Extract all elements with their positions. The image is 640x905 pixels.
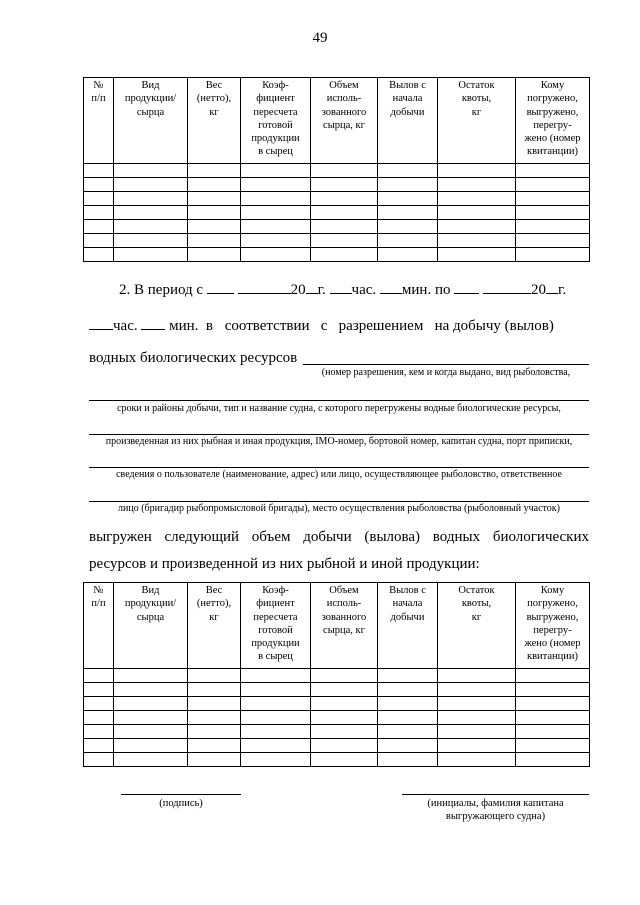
table-row	[84, 164, 590, 178]
col-number-header: № п/п	[84, 583, 114, 669]
table-cell[interactable]	[516, 697, 590, 711]
permit-caption-1: (номер разрешения, кем и когда выдано, вид рыболовства,	[321, 367, 571, 378]
hours-label-1: час.	[351, 282, 377, 298]
table-cell[interactable]	[241, 669, 311, 683]
table-cell[interactable]	[438, 753, 516, 767]
col-quota-header: Остаток квоты, кг	[438, 583, 516, 669]
table-cell[interactable]	[84, 697, 114, 711]
table-cell[interactable]	[516, 683, 590, 697]
resources-label: водных биологических ресурсов	[89, 350, 298, 366]
table-cell[interactable]	[438, 234, 516, 248]
table-cell[interactable]	[188, 178, 241, 192]
table-cell[interactable]	[438, 669, 516, 683]
table-cell[interactable]	[84, 725, 114, 739]
table-cell[interactable]	[114, 178, 188, 192]
table-cell[interactable]	[516, 753, 590, 767]
table-cell[interactable]	[114, 725, 188, 739]
col-number-header: № п/п	[84, 78, 114, 164]
unloaded-text-2: ресурсов и произведенной из них рыбной и иной продукции:	[89, 556, 480, 572]
table-cell[interactable]	[241, 683, 311, 697]
period-start-minute-field[interactable]	[380, 279, 402, 294]
table-cell[interactable]	[84, 220, 114, 234]
table-cell[interactable]	[188, 683, 241, 697]
period-end-month-field[interactable]	[483, 279, 531, 294]
table-cell[interactable]	[241, 206, 311, 220]
table-cell[interactable]	[516, 725, 590, 739]
table-cell[interactable]	[84, 164, 114, 178]
table-cell[interactable]	[311, 711, 378, 725]
responsible-person-field[interactable]	[89, 501, 589, 502]
signature-field[interactable]	[121, 794, 241, 795]
table-cell[interactable]	[311, 669, 378, 683]
table-cell[interactable]	[378, 234, 438, 248]
table-cell[interactable]	[378, 164, 438, 178]
table-cell[interactable]	[188, 248, 241, 262]
hours-label-2: час.	[113, 318, 138, 334]
table-row	[84, 725, 590, 739]
table-cell[interactable]	[241, 753, 311, 767]
col-quota-header: Остаток квоты, кг	[438, 78, 516, 164]
table-cell[interactable]	[241, 220, 311, 234]
table-cell[interactable]	[378, 669, 438, 683]
table-cell[interactable]	[188, 725, 241, 739]
table-cell[interactable]	[188, 192, 241, 206]
table-cell[interactable]	[241, 178, 311, 192]
table-row	[84, 178, 590, 192]
col-product-type-header: Вид продукции/ сырца	[114, 78, 188, 164]
table-cell[interactable]	[516, 164, 590, 178]
table-cell[interactable]	[516, 192, 590, 206]
table-cell[interactable]	[378, 739, 438, 753]
table-cell[interactable]	[84, 178, 114, 192]
period-end-hour-field[interactable]	[89, 315, 113, 330]
table-cell[interactable]	[84, 234, 114, 248]
table-row	[84, 683, 590, 697]
table-cell[interactable]	[311, 164, 378, 178]
table-row	[84, 669, 590, 683]
table-cell[interactable]	[188, 711, 241, 725]
table-cell[interactable]	[241, 725, 311, 739]
resources-line	[89, 350, 297, 367]
table-cell[interactable]	[438, 739, 516, 753]
table-cell[interactable]	[311, 725, 378, 739]
minutes-to-label: мин. по	[401, 282, 451, 298]
table-cell[interactable]	[311, 206, 378, 220]
table-cell[interactable]	[114, 234, 188, 248]
table-cell[interactable]	[516, 234, 590, 248]
col-raw-volume-header: Объем исполь- зованного сырца, кг	[311, 583, 378, 669]
table-cell[interactable]	[311, 739, 378, 753]
table-cell[interactable]	[311, 220, 378, 234]
col-catch-header: Вылов с начала добычи	[378, 78, 438, 164]
table-cell[interactable]	[311, 683, 378, 697]
table-cell[interactable]	[188, 669, 241, 683]
permit-number-field[interactable]	[303, 364, 589, 365]
period-end-minute-field[interactable]	[141, 315, 165, 330]
table-cell[interactable]	[241, 164, 311, 178]
table-cell[interactable]	[114, 220, 188, 234]
table-cell[interactable]	[438, 220, 516, 234]
table-cell[interactable]	[516, 711, 590, 725]
table-cell[interactable]	[114, 192, 188, 206]
table-cell[interactable]	[84, 669, 114, 683]
col-recipient-header: Кому погружено, выгружено, перегру- жено (номер квитанции)	[516, 78, 590, 164]
table-cell[interactable]	[241, 711, 311, 725]
table-row	[84, 206, 590, 220]
page-number: 49	[312, 30, 328, 46]
table-cell[interactable]	[114, 248, 188, 262]
table-cell[interactable]	[241, 234, 311, 248]
table-cell[interactable]	[84, 192, 114, 206]
table-cell[interactable]	[438, 725, 516, 739]
table-row	[84, 739, 590, 753]
table-cell[interactable]	[311, 753, 378, 767]
table-cell[interactable]	[84, 206, 114, 220]
table-cell[interactable]	[241, 697, 311, 711]
table-cell[interactable]	[188, 220, 241, 234]
table-cell[interactable]	[311, 192, 378, 206]
col-coefficient-header: Коэф- фициент пересчета готовой продукции в сырец	[241, 78, 311, 164]
col-recipient-header: Кому погружено, выгружено, перегру- жено (номер квитанции)	[516, 583, 590, 669]
table-cell[interactable]	[438, 248, 516, 262]
permit-caption-3: произведенная из них рыбная и иная продукция, IMO-номер, бортовой номер, капитан судна, порт приписки,	[105, 436, 573, 447]
table-cell[interactable]	[241, 739, 311, 753]
permit-caption-5: лицо (бригадир рыбопромысловой бригады), место осуществления рыболовства (рыболовный участок)	[118, 503, 560, 514]
period-end-day-field[interactable]	[454, 279, 479, 294]
permit-text: соответствии с разрешением на добычу (вылов)	[224, 318, 554, 334]
table-cell[interactable]	[114, 164, 188, 178]
table-cell[interactable]	[438, 164, 516, 178]
table-cell[interactable]	[378, 192, 438, 206]
table-cell[interactable]	[378, 206, 438, 220]
table-cell[interactable]	[378, 725, 438, 739]
table-row	[84, 753, 590, 767]
table-cell[interactable]	[311, 697, 378, 711]
table-cell[interactable]	[516, 739, 590, 753]
permit-caption-2: сроки и районы добычи, тип и название судна, с которого перегружены водные биологические ресурсы,	[117, 403, 561, 414]
table-cell[interactable]	[516, 669, 590, 683]
table-cell[interactable]	[438, 697, 516, 711]
table-cell[interactable]	[114, 683, 188, 697]
captain-name-field[interactable]	[402, 794, 589, 795]
table-cell[interactable]	[516, 248, 590, 262]
products-field[interactable]	[89, 434, 589, 435]
signature-caption: (подпись)	[159, 798, 203, 809]
table-cell[interactable]	[516, 220, 590, 234]
table-cell[interactable]	[114, 697, 188, 711]
table-row	[84, 711, 590, 725]
table-cell[interactable]	[188, 234, 241, 248]
period-end-year-field[interactable]	[546, 279, 558, 294]
table-cell[interactable]	[84, 739, 114, 753]
period-start-day-field[interactable]	[207, 279, 234, 294]
table-cell[interactable]	[188, 206, 241, 220]
table-cell[interactable]	[311, 248, 378, 262]
col-weight-header: Вес (нетто), кг	[188, 78, 241, 164]
table-cell[interactable]	[378, 248, 438, 262]
table-cell[interactable]	[84, 753, 114, 767]
table-cell[interactable]	[516, 206, 590, 220]
year-suffix-1: г.	[317, 282, 326, 298]
year-prefix-2: 20	[530, 282, 546, 298]
table-cell[interactable]	[378, 683, 438, 697]
catch-table-2	[83, 582, 590, 767]
table-cell[interactable]	[378, 220, 438, 234]
table-cell[interactable]	[188, 739, 241, 753]
table-cell[interactable]	[438, 178, 516, 192]
table-cell[interactable]	[378, 753, 438, 767]
period-line-2	[89, 315, 554, 335]
table-row	[84, 234, 590, 248]
minutes-label-2: мин. в	[169, 318, 213, 334]
table-cell[interactable]	[378, 711, 438, 725]
period-start-year-field[interactable]	[306, 279, 318, 294]
period-label: 2. В период с	[119, 282, 204, 298]
table-cell[interactable]	[241, 192, 311, 206]
col-coefficient-header: Коэф- фициент пересчета готовой продукции в сырец	[241, 583, 311, 669]
table-row	[84, 248, 590, 262]
table-cell[interactable]	[311, 178, 378, 192]
col-product-type-header: Вид продукции/ сырца	[114, 583, 188, 669]
table-cell[interactable]	[114, 669, 188, 683]
year-prefix-1: 20	[290, 282, 306, 298]
catch-table-1	[83, 77, 590, 262]
table-cell[interactable]	[516, 178, 590, 192]
period-start-month-field[interactable]	[238, 279, 291, 294]
col-raw-volume-header: Объем исполь- зованного сырца, кг	[311, 78, 378, 164]
table-cell[interactable]	[114, 753, 188, 767]
year-suffix-2: г.	[557, 282, 567, 298]
captain-name-caption: (инициалы, фамилия капитана выгружающего судна)	[427, 798, 564, 822]
table-header-row	[84, 583, 590, 669]
table-cell[interactable]	[114, 711, 188, 725]
col-catch-header: Вылов с начала добычи	[378, 583, 438, 669]
unloaded-text-1: выгружен следующий объем добычи (вылова) водных биологических	[89, 529, 589, 545]
table-cell[interactable]	[438, 683, 516, 697]
table-cell[interactable]	[114, 739, 188, 753]
table-cell[interactable]	[438, 192, 516, 206]
fishing-terms-field[interactable]	[89, 400, 589, 401]
table-cell[interactable]	[188, 753, 241, 767]
table-cell[interactable]	[378, 178, 438, 192]
permit-caption-4: сведения о пользователе (наименование, адрес) или лицо, осуществляющее рыболовство, ответственное	[116, 469, 562, 480]
period-start-hour-field[interactable]	[330, 279, 352, 294]
period-line	[119, 279, 566, 299]
table-cell[interactable]	[84, 248, 114, 262]
table-cell[interactable]	[114, 206, 188, 220]
table-header-row	[84, 78, 590, 164]
table-cell[interactable]	[438, 206, 516, 220]
user-info-field[interactable]	[89, 467, 589, 468]
table-row	[84, 697, 590, 711]
table-cell[interactable]	[378, 697, 438, 711]
table-cell[interactable]	[311, 234, 378, 248]
table-cell[interactable]	[188, 697, 241, 711]
table-cell[interactable]	[438, 711, 516, 725]
table-cell[interactable]	[241, 248, 311, 262]
table-cell[interactable]	[188, 164, 241, 178]
table-row	[84, 192, 590, 206]
table-cell[interactable]	[84, 683, 114, 697]
col-weight-header: Вес (нетто), кг	[188, 583, 241, 669]
table-cell[interactable]	[84, 711, 114, 725]
table-row	[84, 220, 590, 234]
